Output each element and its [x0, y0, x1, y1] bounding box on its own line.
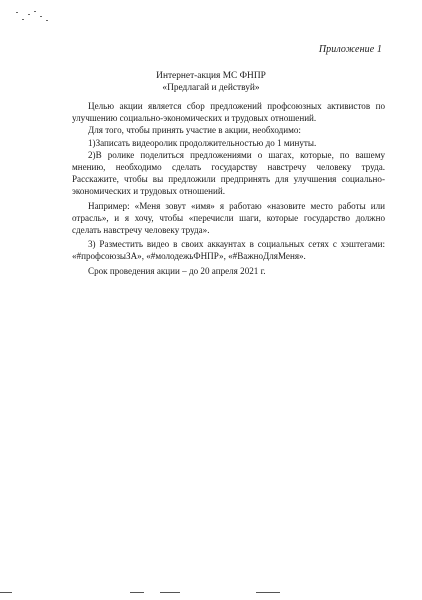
paragraph-step-3: 3) Разместить видео в своих аккаунтах в социальных сетях с хэштегами: «#профсоюзыЗА», «#молодежьФНПР», «#ВажноДляМеня». — [72, 239, 385, 262]
scan-specks — [14, 10, 54, 24]
scan-edge-marks — [0, 592, 422, 596]
appendix-label: Приложение 1 — [318, 44, 382, 55]
paragraph-example: Например: «Меня зовут «имя» я работаю «назовите место работы или отрасль», и я хочу, чтобы «перечисли шаги, которые государство должно сделать навстречу человеку труда». — [72, 200, 385, 236]
title-line-1: Интернет-акция МС ФНПР — [156, 71, 266, 81]
document-body — [72, 100, 385, 277]
paragraph-requirements: Для того, чтобы принять участие в акции, необходимо: — [88, 125, 301, 136]
document-title — [0, 70, 422, 94]
paragraph-step-2: 2)В ролике поделиться предложениями о шагах, которые, по вашему мнению, необходимо сделать государству навстречу человеку труда. Расскажите, чтобы вы предложили предпринять для улучшения социально-экономических и трудовых отношений. — [72, 149, 385, 197]
paragraph-deadline: Срок проведения акции – до 20 апреля 2021 г. — [88, 265, 266, 276]
title-line-2: «Предлагай и действуй» — [162, 83, 260, 93]
paragraph-goal: Целью акции является сбор предложений профсоюзных активистов по улучшению социально-экономических и трудовых отношений. — [72, 101, 385, 124]
paragraph-step-1: 1)Записать видеоролик продолжительностью до 1 минуты. — [88, 137, 317, 148]
